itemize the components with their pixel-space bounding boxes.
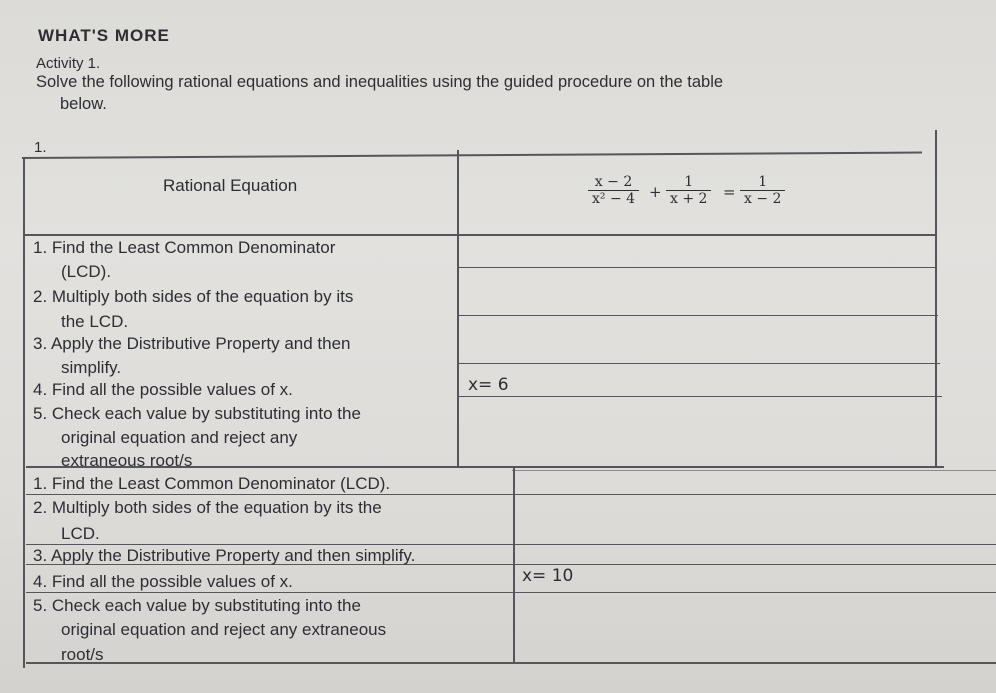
item-number: 1. bbox=[34, 139, 47, 156]
rational-equation-header: Rational Equation bbox=[163, 176, 298, 195]
plus-sign: + bbox=[649, 183, 662, 201]
table2-step-2-line-2: LCD. bbox=[61, 524, 100, 543]
table2-top-right-edge bbox=[512, 470, 996, 471]
table1-column-divider bbox=[457, 150, 459, 467]
table1-step-5-line-2: original equation and reject any bbox=[61, 428, 298, 447]
table2-step-2-line-1: 2. Multiply both sides of the equation by its the bbox=[33, 498, 382, 517]
table1-answer-x: x= 6 bbox=[468, 375, 509, 395]
table2-row-divider-4 bbox=[26, 592, 996, 593]
equation-term-1 bbox=[588, 174, 639, 207]
table1-step-1-line-2: (LCD). bbox=[61, 262, 112, 281]
table1-step-4: 4. Find all the possible values of x. bbox=[33, 380, 293, 399]
table2-answer-x: x= 10 bbox=[522, 566, 574, 586]
table1-top-border bbox=[22, 152, 922, 159]
table1-step-5-line-3: extraneous root/s bbox=[61, 451, 193, 470]
table1-step-3-line-2: simplify. bbox=[61, 358, 122, 377]
table1-step-2-line-1: 2. Multiply both sides of the equation by its bbox=[33, 287, 354, 306]
table2-step-5-line-1: 5. Check each value by substituting into the bbox=[33, 596, 361, 615]
table1-step-5-line-1: 5. Check each value by substituting into the bbox=[33, 404, 361, 423]
table1-right-border bbox=[935, 130, 937, 467]
term-1-numerator: x − 2 bbox=[594, 174, 633, 190]
table1-row-divider-2 bbox=[458, 315, 938, 316]
activity-label: Activity 1. bbox=[36, 55, 101, 72]
term-2-denominator: x + 2 bbox=[666, 190, 711, 207]
table2-step-5-line-2: original equation and reject any extraneous bbox=[61, 620, 387, 639]
term-3-numerator: 1 bbox=[758, 174, 768, 190]
table1-header-divider bbox=[24, 234, 936, 236]
table1-step-3-line-1: 3. Apply the Distributive Property and then bbox=[33, 334, 351, 353]
table1-row-divider-3 bbox=[458, 363, 940, 364]
instructions-line-1: Solve the following rational equations and inequalities using the guided procedure on the table bbox=[36, 73, 724, 91]
term-1-denominator: x² − 4 bbox=[588, 190, 639, 207]
table2-step-3: 3. Apply the Distributive Property and then simplify. bbox=[33, 546, 416, 565]
table1-row-divider-4 bbox=[458, 396, 942, 397]
table2-column-divider bbox=[513, 468, 515, 664]
table1-step-1-line-1: 1. Find the Least Common Denominator bbox=[33, 238, 336, 257]
equation-term-3 bbox=[740, 174, 785, 207]
table2-step-4: 4. Find all the possible values of x. bbox=[33, 572, 293, 591]
table1-step-2-line-2: the LCD. bbox=[61, 312, 129, 331]
term-3-denominator: x − 2 bbox=[740, 190, 785, 207]
section-heading: WHAT'S MORE bbox=[38, 26, 170, 45]
table2-row-divider-1 bbox=[26, 494, 996, 495]
table2-step-5-line-3: root/s bbox=[61, 645, 104, 664]
table2-step-1: 1. Find the Least Common Denominator (LCD). bbox=[33, 474, 391, 493]
equation-term-2 bbox=[666, 174, 711, 207]
table1-row-divider-1 bbox=[458, 267, 936, 268]
term-2-numerator: 1 bbox=[684, 174, 694, 190]
equals-sign: = bbox=[723, 183, 736, 201]
table-left-border bbox=[23, 158, 25, 668]
instructions-line-2: below. bbox=[60, 95, 107, 113]
table2-bottom-border bbox=[26, 662, 996, 664]
table2-row-divider-2 bbox=[26, 544, 996, 545]
